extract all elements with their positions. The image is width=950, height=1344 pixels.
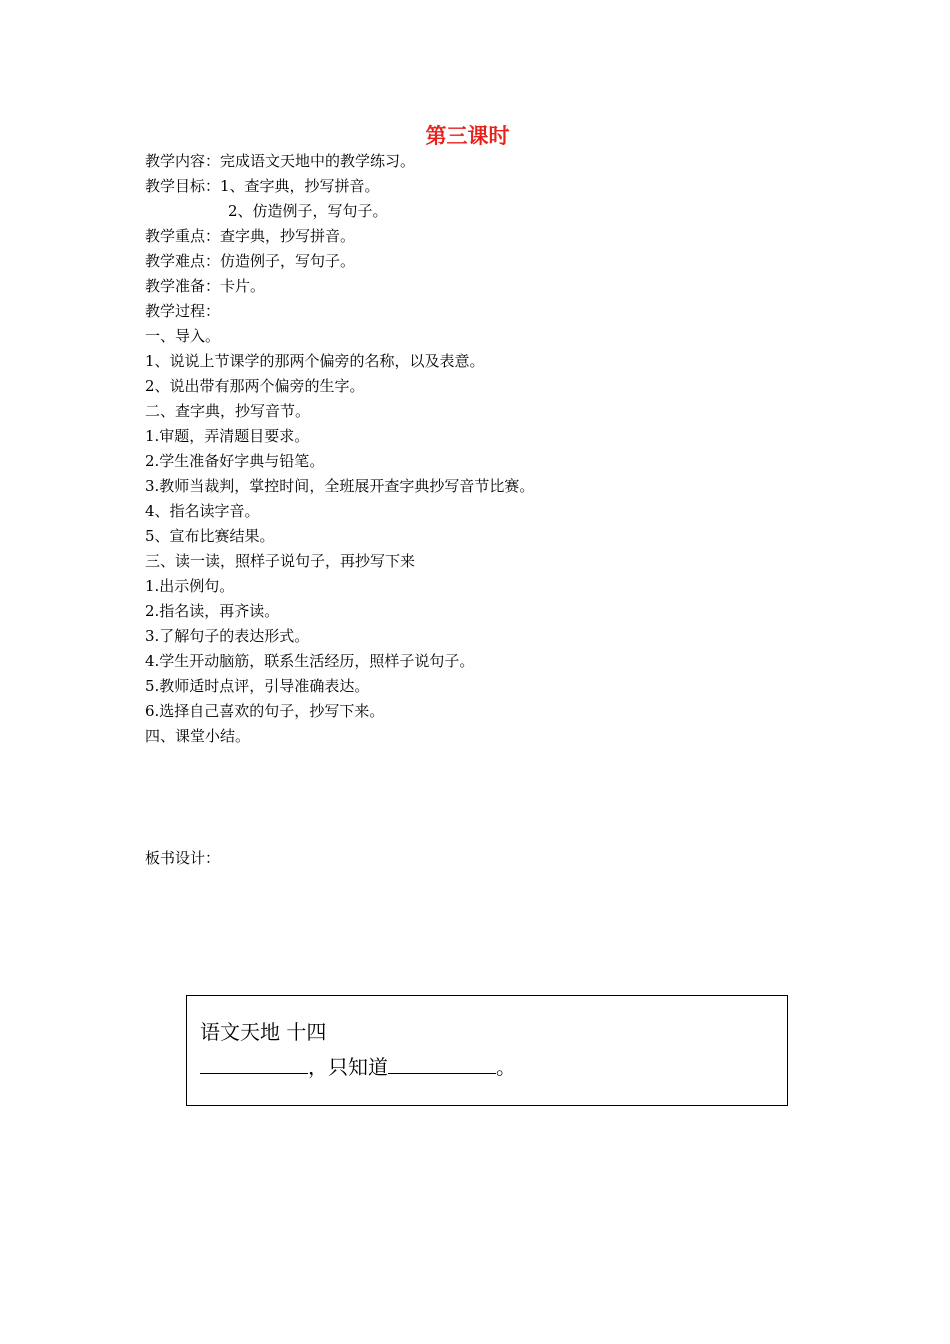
text-line: 四、课堂小结。 [145,727,251,745]
sentence-middle: ，只知道 [308,1055,388,1079]
fill-blank [388,1051,496,1074]
text-line: 一、导入。 [145,327,221,345]
text-line: 2.指名读，再齐读。 [145,602,280,620]
sentence-end: 。 [496,1055,516,1079]
board-design-label: 板书设计： [145,849,221,867]
text-line: 教学内容：完成语文天地中的教学练习。 [145,152,416,170]
text-line: 3.教师当裁判，掌控时间，全班展开查字典抄写音节比赛。 [145,477,535,495]
text-line: 2、仿造例子，写句子。 [228,202,388,220]
text-line: 5.教师适时点评，引导准确表达。 [145,677,370,695]
text-line: 1.审题，弄清题目要求。 [145,427,310,445]
text-line: 4.学生开动脑筋，联系生活经历，照样子说句子。 [145,652,475,670]
page-title: 第三课时 [425,124,510,148]
fill-blank [200,1051,308,1074]
text-line: 5、宣布比赛结果。 [145,527,275,545]
text-line: 教学目标：1、查字典，抄写拼音。 [145,177,380,195]
text-line: 1、说说上节课学的那两个偏旁的名称，以及表意。 [145,352,485,370]
text-line: 2.学生准备好字典与铅笔。 [145,452,325,470]
text-line: 教学重点：查字典，抄写拼音。 [145,227,356,245]
board-design-box [186,995,788,1106]
lesson-content [145,149,845,749]
text-line: 3.了解句子的表达形式。 [145,627,310,645]
board-title: 语文天地 十四 [200,1020,327,1044]
text-line: 1.出示例句。 [145,577,235,595]
text-line: 2、说出带有那两个偏旁的生字。 [145,377,365,395]
text-line: 6.选择自己喜欢的句子，抄写下来。 [145,702,385,720]
text-line: 教学准备：卡片。 [145,277,266,295]
text-line: 三、读一读，照样子说句子，再抄写下来 [145,552,416,570]
text-line: 教学难点：仿造例子，写句子。 [145,252,356,270]
text-line: 教学过程： [145,302,221,320]
text-line: 二、查字典，抄写音节。 [145,402,311,420]
board-sentence [200,1051,516,1081]
text-line: 4、指名读字音。 [145,502,260,520]
